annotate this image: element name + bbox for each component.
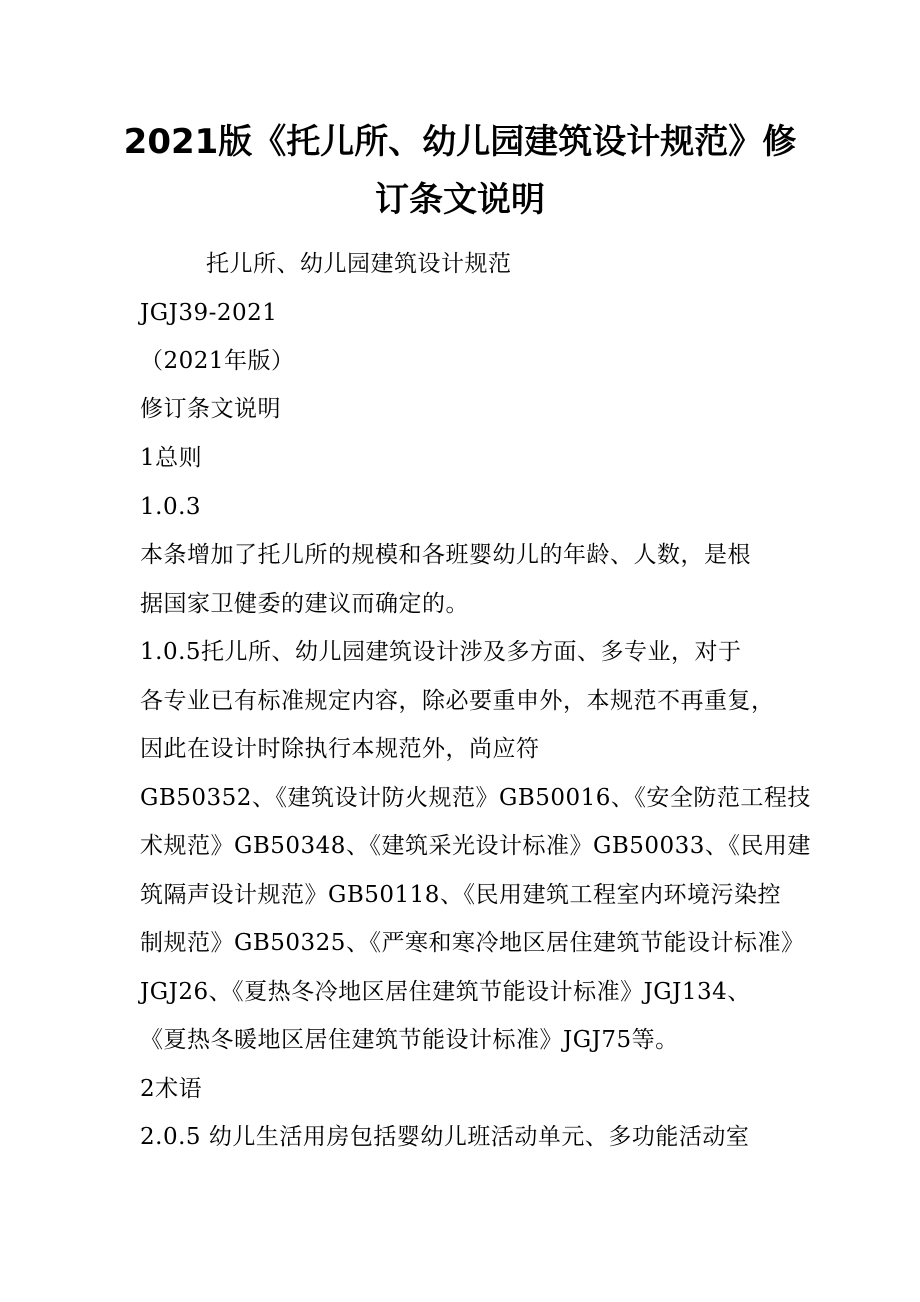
- edition-year: （2021年版）: [140, 348, 295, 374]
- document-title-line-1: 2021版《托儿所、幼儿园建筑设计规范》修: [123, 122, 797, 162]
- section-label: 修订条文说明: [140, 396, 281, 422]
- paragraph-line: 术规范》GB50348、《建筑采光设计标准》GB50033、《民用建: [140, 833, 811, 859]
- document-title-line-2: 订条文说明: [375, 180, 545, 220]
- chapter-heading: 1总则: [140, 445, 203, 471]
- paragraph-line: 各专业已有标准规定内容，除必要重申外，本规范不再重复，: [140, 688, 775, 714]
- paragraph-line: 筑隔声设计规范》GB50118、《民用建筑工程室内环境污染控: [140, 882, 781, 908]
- paragraph-line: GB50352、《建筑设计防火规范》GB50016、《安全防范工程技: [140, 785, 811, 811]
- paragraph-line: 制规范》GB50325、《严寒和寒冷地区居住建筑节能设计标准》: [140, 930, 805, 956]
- paragraph-line: 《夏热冬暖地区居住建筑节能设计标准》JGJ75等。: [140, 1027, 679, 1053]
- clause-number: 1.0.3: [140, 494, 202, 520]
- paragraph-line: 因此在设计时除执行本规范外，尚应符: [140, 736, 540, 762]
- paragraph-line: JGJ26、《夏热冬冷地区居住建筑节能设计标准》JGJ134、: [140, 979, 751, 1005]
- paragraph-line: 据国家卫健委的建议而确定的。: [140, 591, 469, 617]
- subtitle-standard-name: 托儿所、幼儿园建筑设计规范: [206, 251, 512, 277]
- paragraph-line: 本条增加了托儿所的规模和各班婴幼儿的年龄、人数，是根: [140, 542, 751, 568]
- paragraph-line: 2.0.5 幼儿生活用房包括婴幼儿班活动单元、多功能活动室: [140, 1124, 750, 1150]
- chapter-heading: 2术语: [140, 1076, 203, 1102]
- paragraph-line: 1.0.5托儿所、幼儿园建筑设计涉及多方面、多专业，对于: [140, 639, 742, 665]
- standard-code: JGJ39-2021: [140, 300, 278, 326]
